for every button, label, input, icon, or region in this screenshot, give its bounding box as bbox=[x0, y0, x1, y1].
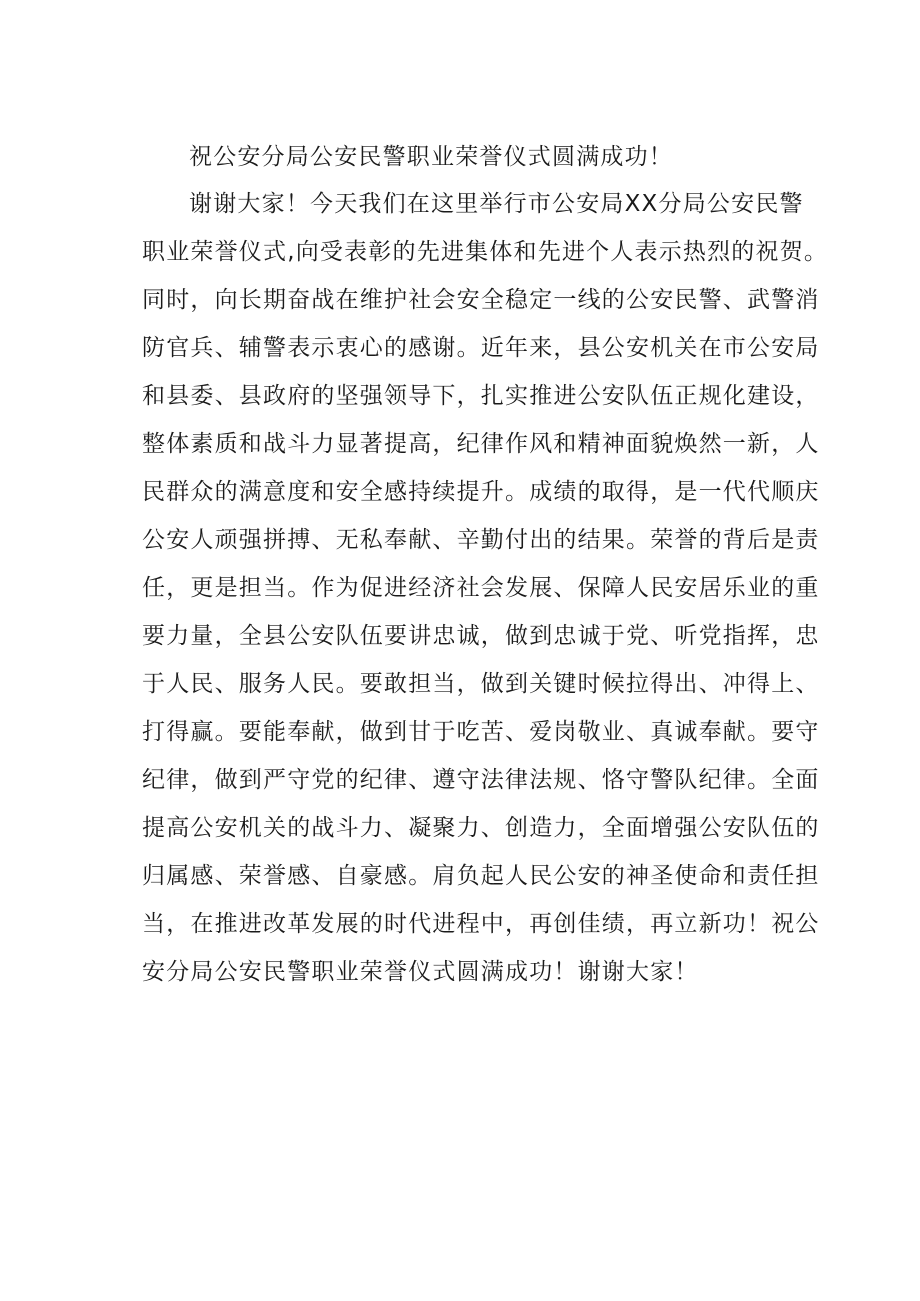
body-line-13: 纪律，做到严守党的纪律、遵守法律法规、恪守警队纪律。全面 bbox=[142, 767, 820, 793]
body-line-7: 民群众的满意度和安全感持续提升。成绩的取得，是一代代顺庆 bbox=[142, 479, 820, 505]
body-line-6: 整体素质和战斗力显著提高，纪律作风和精神面貌焕然一新，人 bbox=[142, 431, 820, 457]
body-line-11: 于人民、服务人民。要敢担当，做到关键时候拉得出、冲得上、 bbox=[142, 671, 820, 697]
body-line-9: 任，更是担当。作为促进经济社会发展、保障人民安居乐业的重 bbox=[142, 575, 820, 601]
body-line-8: 公安人顽强拼搏、无私奉献、辛勤付出的结果。荣誉的背后是责 bbox=[142, 527, 820, 553]
greeting-line: 祝公安分局公安民警职业荣誉仪式圆满成功！ bbox=[189, 144, 673, 170]
body-line-12: 打得赢。要能奉献，做到甘于吃苦、爱岗敬业、真诚奉献。要守 bbox=[142, 719, 820, 745]
body-line-15: 归属感、荣誉感、自豪感。肩负起人民公安的神圣使命和责任担 bbox=[142, 863, 820, 889]
body-line-1: 谢谢大家！今天我们在这里举行市公安局XX分局公安民警 bbox=[189, 191, 804, 217]
body-line-17: 安分局公安民警职业荣誉仪式圆满成功！谢谢大家！ bbox=[142, 959, 699, 985]
body-line-4: 防官兵、辅警表示衷心的感谢。近年来，县公安机关在市公安局 bbox=[142, 335, 820, 361]
body-line-14: 提高公安机关的战斗力、凝聚力、创造力，全面增强公安队伍的 bbox=[142, 815, 820, 841]
body-line-10: 要力量，全县公安队伍要讲忠诚，做到忠诚于党、听党指挥，忠 bbox=[142, 623, 820, 649]
body-line-5: 和县委、县政府的坚强领导下，扎实推进公安队伍正规化建设， bbox=[142, 383, 820, 409]
body-line-2: 职业荣誉仪式,向受表彰的先进集体和先进个人表示热烈的祝贺。 bbox=[142, 239, 829, 265]
body-line-16: 当，在推进改革发展的时代进程中，再创佳绩，再立新功！祝公 bbox=[142, 911, 820, 937]
body-line-3: 同时，向长期奋战在维护社会安全稳定一线的公安民警、武警消 bbox=[142, 287, 820, 313]
